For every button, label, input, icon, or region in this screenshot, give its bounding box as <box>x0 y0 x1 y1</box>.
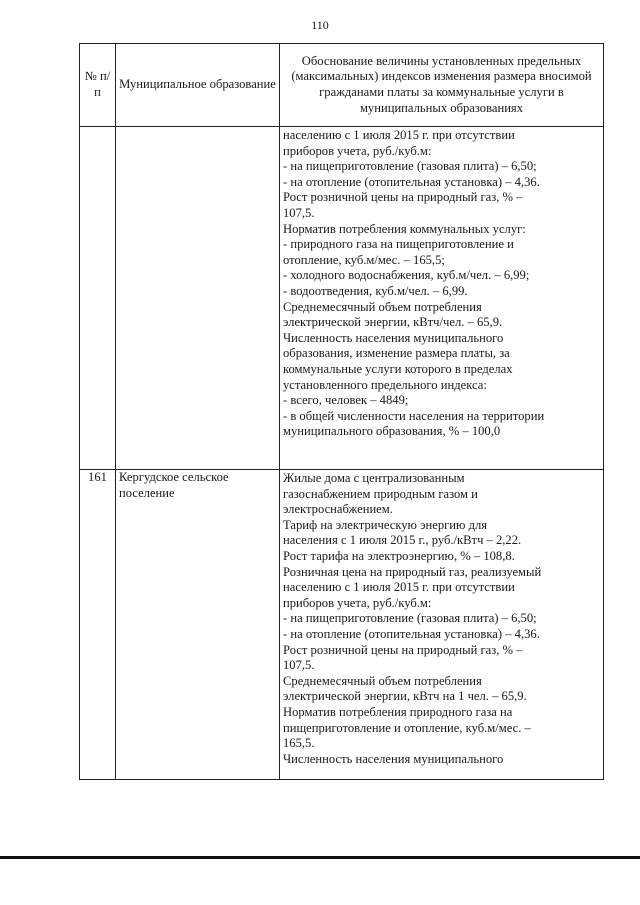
row-number <box>80 127 116 470</box>
text-line: - на пищеприготовление (газовая плита) – 6,50; <box>283 611 537 626</box>
indices-table <box>79 43 604 780</box>
row-justification <box>280 127 604 470</box>
text-line: - на отопление (отопительная установка) – 4,36. <box>283 174 540 189</box>
text-line: Розничная цена на природный газ, реализуемый <box>283 564 542 579</box>
text-line: 165,5. <box>283 736 315 751</box>
text-line: - природного газа на пищеприготовление и <box>283 237 514 252</box>
text-line: Норматив потребления природного газа на <box>283 704 513 719</box>
row-municipality: Кергудское сельское поселение <box>116 470 280 780</box>
row-municipality <box>116 127 280 470</box>
text-line: электрической энергии, кВтч на 1 чел. – 65,9. <box>283 689 527 704</box>
text-line: Рост розничной цены на природный газ, % – <box>283 190 523 205</box>
text-line: 107,5. <box>283 205 315 220</box>
text-line: населения с 1 июля 2015 г., руб./кВтч – 2,22. <box>283 533 522 548</box>
text-line: Среднемесячный объем потребления <box>283 299 482 314</box>
bottom-rule <box>0 856 640 859</box>
text-line: населению с 1 июля 2015 г. при отсутствии <box>283 128 515 142</box>
header-number: № п/п <box>80 44 116 127</box>
text-line: Рост розничной цены на природный газ, % – <box>283 642 523 657</box>
table-row <box>80 127 604 470</box>
page-number: 110 <box>311 18 329 32</box>
text-line: установленного предельного индекса: <box>283 377 487 392</box>
row-justification <box>280 470 604 780</box>
text-line: Норматив потребления коммунальных услуг: <box>283 221 526 236</box>
header-municipality: Муниципальное образование <box>116 44 280 127</box>
text-line: коммунальные услуги которого в пределах <box>283 361 513 376</box>
text-line: отопление, куб.м/мес. – 165,5; <box>283 252 445 267</box>
text-line: - водоотведения, куб.м/чел. – 6,99. <box>283 283 468 298</box>
text-line: 107,5. <box>283 658 315 673</box>
text-line: электроснабжением. <box>283 502 393 517</box>
table-row <box>80 470 604 780</box>
text-line: образования, изменение размера платы, за <box>283 346 510 361</box>
text-line: пищеприготовление и отопление, куб.м/мес. – <box>283 720 531 735</box>
table-header-row <box>80 44 604 127</box>
text-line: муниципального образования, % – 100,0 <box>283 424 501 439</box>
text-line: Среднемесячный объем потребления <box>283 673 482 688</box>
row-number: 161 <box>80 470 116 780</box>
text-line: Тариф на электрическую энергию для <box>283 517 488 532</box>
text-line: электрической энергии, кВтч/чел. – 65,9. <box>283 315 503 330</box>
text-line: Численность населения муниципального <box>283 751 504 766</box>
text-line: - холодного водоснабжения, куб.м/чел. – 6,99; <box>283 268 530 283</box>
text-line: приборов учета, руб./куб.м: <box>283 595 432 610</box>
text-line: Рост тарифа на электроэнергию, % – 108,8. <box>283 548 515 563</box>
text-line: приборов учета, руб./куб.м: <box>283 143 432 158</box>
text-line: Численность населения муниципального <box>283 330 504 345</box>
text-line: Жилые дома с централизованным <box>283 471 465 485</box>
text-line: - на пищеприготовление (газовая плита) – 6,50; <box>283 159 537 174</box>
text-line: населению с 1 июля 2015 г. при отсутствии <box>283 580 515 595</box>
text-line: - всего, человек – 4849; <box>283 393 409 408</box>
text-line: - в общей численности населения на территории <box>283 408 545 423</box>
header-justification: Обоснование величины установленных предельных (максимальных) индексов изменения размера вносимой гражданами платы за коммунальные услуги в муниципальных образованиях <box>280 44 604 127</box>
text-line: газоснабжением природным газом и <box>283 486 478 501</box>
text-line: - на отопление (отопительная установка) – 4,36. <box>283 626 540 641</box>
